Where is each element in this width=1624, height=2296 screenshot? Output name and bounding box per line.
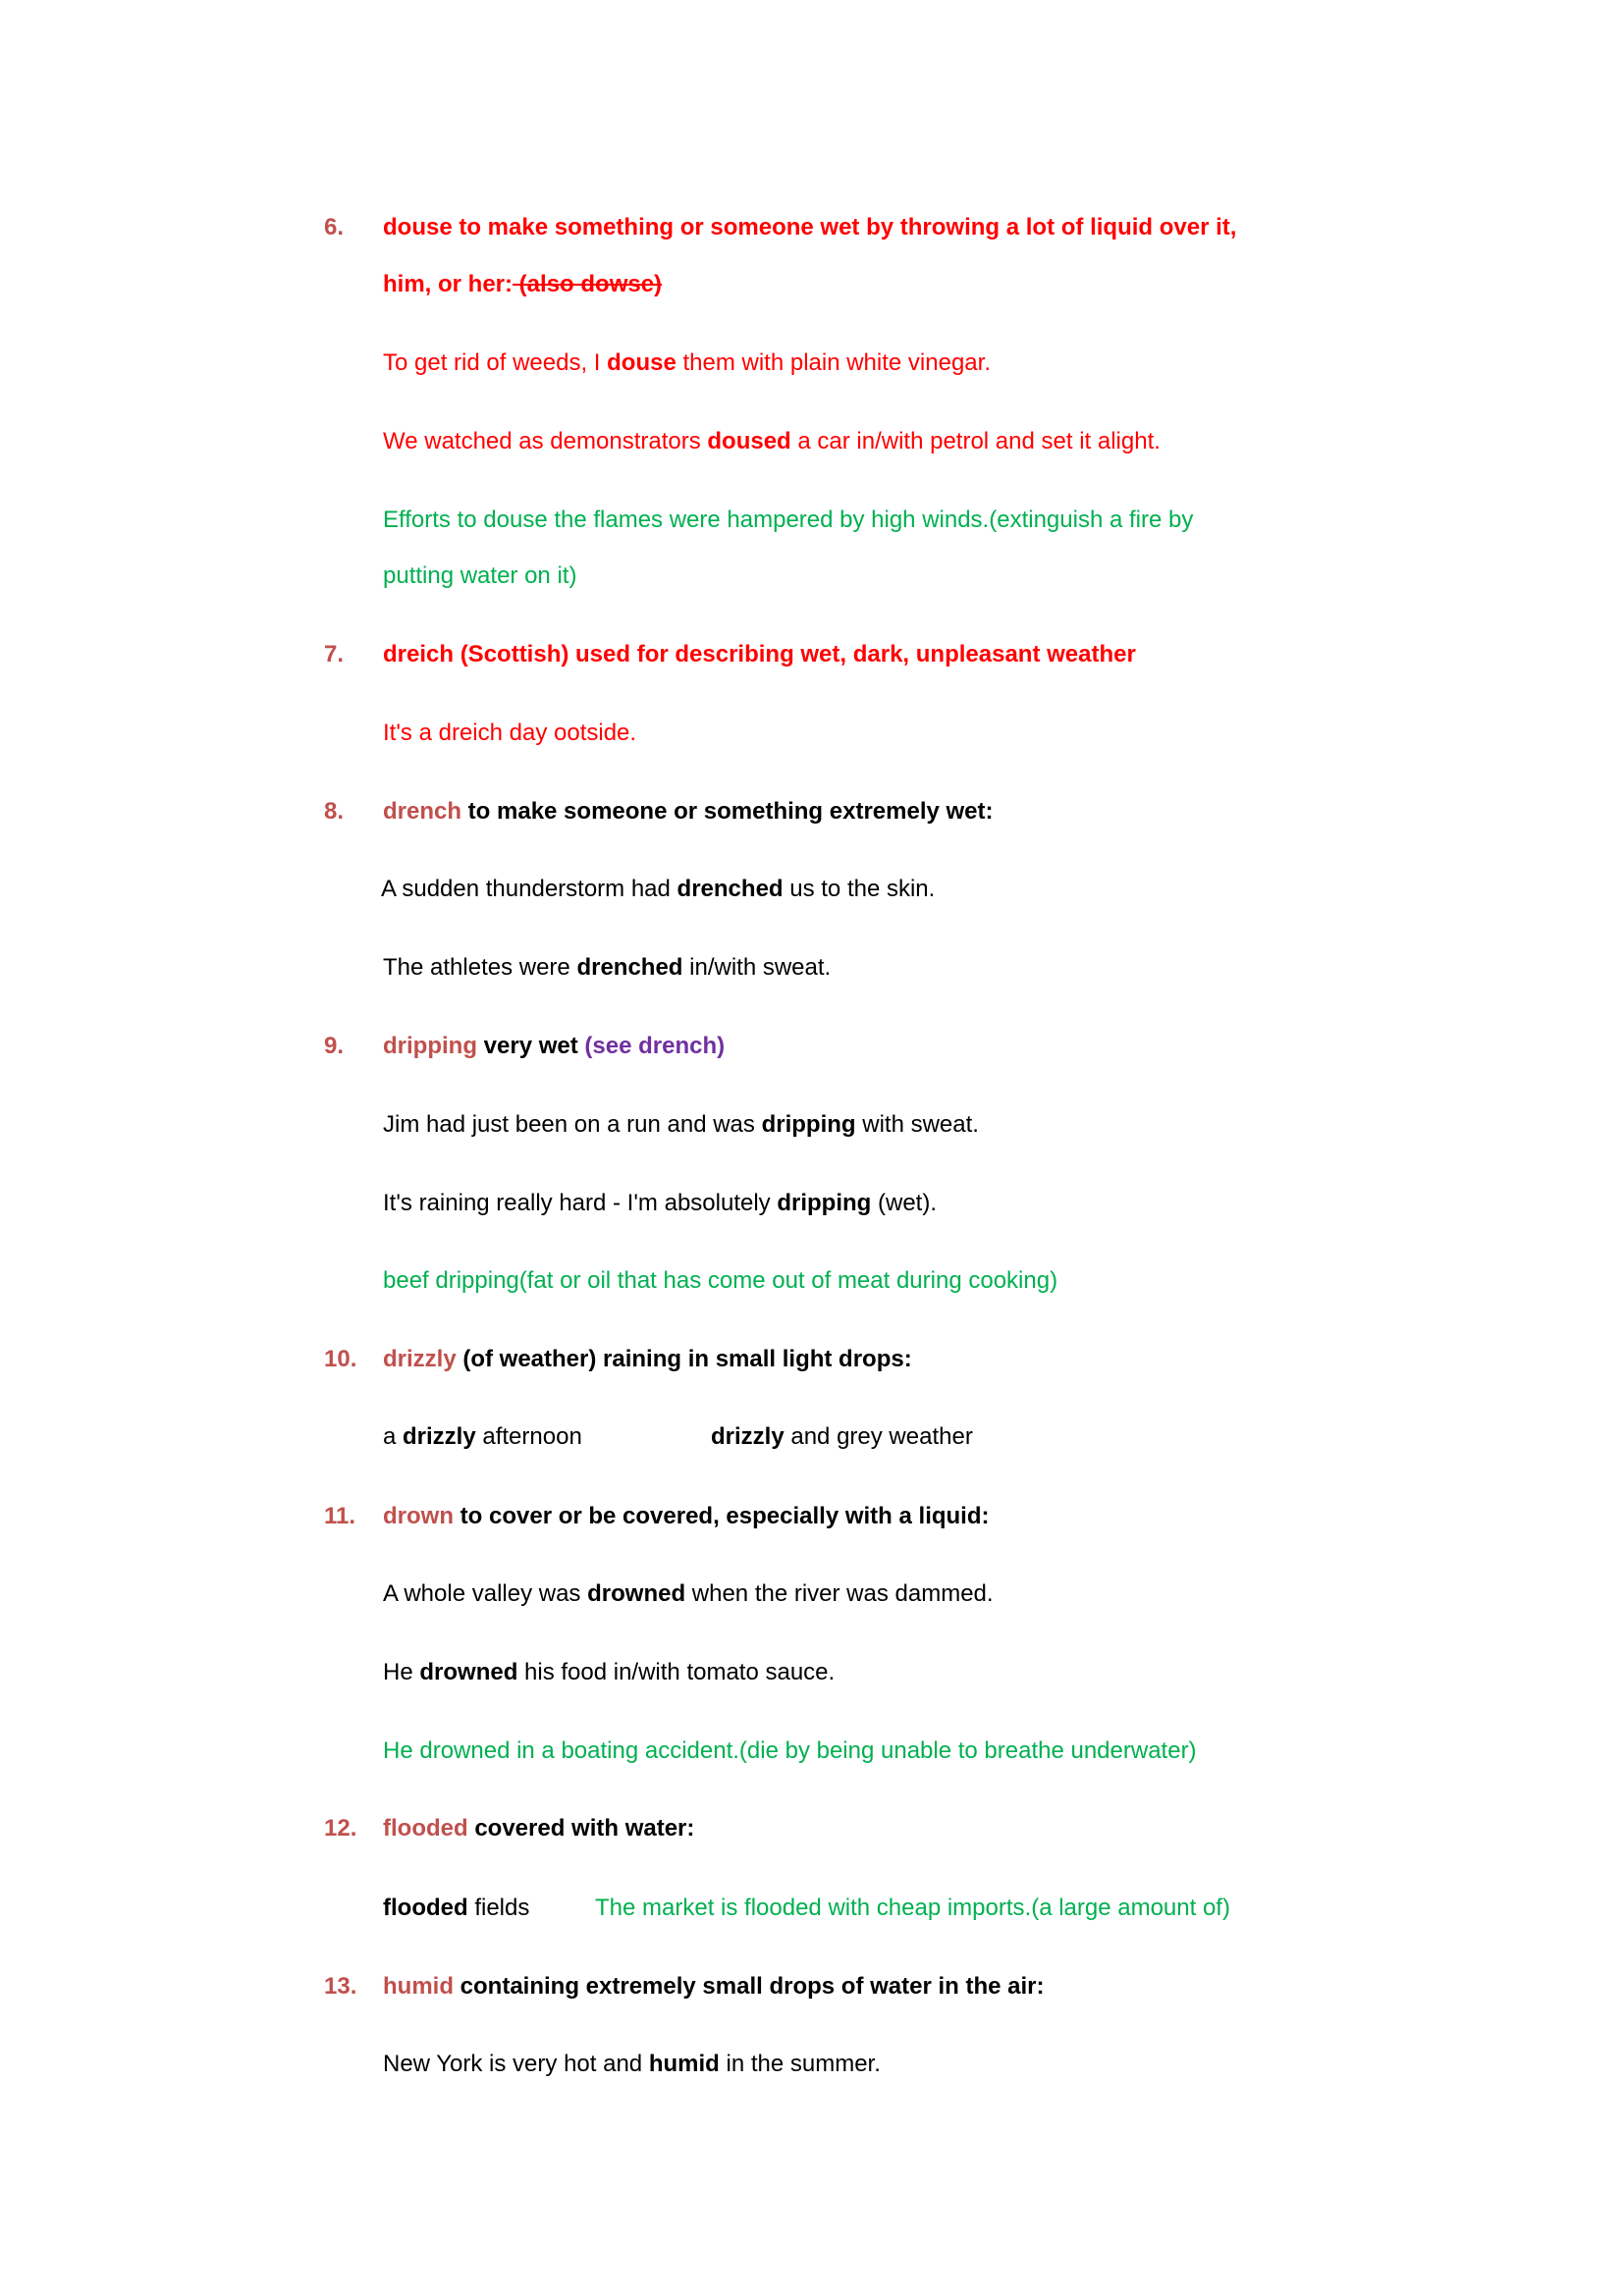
- bold-text: to cover or be covered, especially with a liquid:: [454, 1503, 990, 1529]
- bold-text: containing extremely small drops of water in the air:: [454, 1973, 1045, 2000]
- example-line: [383, 1422, 973, 1452]
- entry-number: 13.: [324, 1973, 357, 2000]
- entry-number: 12.: [324, 1815, 357, 1842]
- text-segment: in the summer.: [719, 2051, 881, 2077]
- text-segment: fields: [467, 1895, 530, 1921]
- bold-text: drenched: [677, 876, 784, 902]
- text-segment: To get rid of weeds, I: [383, 349, 608, 376]
- struck-text: (also dowse): [513, 271, 663, 297]
- entry-number: 9.: [324, 1033, 345, 1059]
- example-line: [383, 953, 831, 983]
- bold-text: drown: [383, 1503, 454, 1529]
- bold-text: drowned: [419, 1659, 518, 1685]
- entry-headline: [383, 640, 1136, 669]
- bold-text: dripping: [383, 1033, 477, 1059]
- example-line: [383, 1266, 1057, 1296]
- example-line: [383, 348, 991, 378]
- example-line: [383, 1658, 835, 1687]
- bold-text: drizzly: [383, 1346, 457, 1372]
- bold-text: humid: [648, 2051, 720, 2077]
- example-line: [383, 561, 576, 591]
- example-line: [383, 1894, 1230, 1923]
- bold-text: (see drench): [584, 1033, 726, 1059]
- bold-text: flooded: [383, 1895, 468, 1921]
- entry-headline: [383, 213, 1236, 242]
- bold-text: dripping: [777, 1190, 872, 1216]
- example-phrase: [595, 1894, 1230, 1923]
- text-segment: It's raining really hard - I'm absolutely: [383, 1190, 778, 1216]
- text-segment: a car in/with petrol and set it alight.: [790, 428, 1161, 454]
- example-line: [383, 1189, 937, 1218]
- text-segment: with sweat.: [855, 1111, 979, 1138]
- example-line: [383, 1579, 994, 1609]
- example-line: [383, 506, 1193, 535]
- bold-text: doused: [707, 428, 791, 454]
- example-line: [383, 270, 662, 299]
- text-segment: beef dripping(fat or oil that has come out of meat during cooking): [383, 1267, 1058, 1294]
- bold-text: douse: [607, 349, 677, 376]
- text-segment: a: [383, 1423, 404, 1450]
- text-segment: Jim had just been on a run and was: [383, 1111, 762, 1138]
- text-segment: in/with sweat.: [682, 954, 832, 981]
- bold-text: to make someone or something extremely wet:: [461, 798, 994, 825]
- example-line: [383, 719, 636, 748]
- bold-text: very wet: [476, 1033, 585, 1059]
- text-segment: (wet).: [871, 1190, 937, 1216]
- entry-number: 10.: [324, 1346, 357, 1372]
- bold-text: drench: [383, 798, 462, 825]
- text-segment: The athletes were: [383, 954, 577, 981]
- bold-text: drowned: [587, 1580, 686, 1607]
- bold-text: dripping: [761, 1111, 856, 1138]
- bold-text: drizzly: [711, 1423, 785, 1450]
- text-segment: afternoon: [475, 1423, 582, 1450]
- text-segment: He drowned in a boating accident.(die by being unable to breathe underwater): [383, 1737, 1197, 1764]
- entry-number: 8.: [324, 798, 345, 825]
- text-segment: and grey weather: [784, 1423, 973, 1450]
- example-line: [381, 875, 935, 904]
- entry-number: 11.: [324, 1503, 356, 1529]
- text-segment: putting water on it): [383, 562, 577, 589]
- bold-text: douse to make something or someone wet by throwing a lot of liquid over it,: [383, 214, 1237, 240]
- example-line: [383, 427, 1161, 456]
- text-segment: A sudden thunderstorm had: [381, 876, 677, 902]
- entry-headline: [383, 1502, 990, 1531]
- text-segment: them with plain white vinegar.: [676, 349, 991, 376]
- bold-text: drizzly: [403, 1423, 476, 1450]
- bold-text: humid: [383, 1973, 454, 2000]
- text-segment: A whole valley was: [383, 1580, 588, 1607]
- text-segment: The market is flooded with cheap imports.(a large amount of): [595, 1895, 1230, 1921]
- text-segment: New York is very hot and: [383, 2051, 649, 2077]
- example-phrase: [711, 1422, 973, 1452]
- entry-headline: [383, 797, 994, 827]
- text-segment: when the river was dammed.: [685, 1580, 994, 1607]
- entry-headline: [383, 1814, 694, 1843]
- bold-text: flooded: [383, 1815, 468, 1842]
- bold-text: covered with water:: [467, 1815, 695, 1842]
- entry-number: 6.: [324, 214, 345, 240]
- text-segment: We watched as demonstrators: [383, 428, 708, 454]
- bold-text: him, or her:: [383, 271, 514, 297]
- entry-number: 7.: [324, 641, 345, 667]
- entry-headline: [383, 1032, 725, 1061]
- example-line: [383, 1110, 979, 1140]
- example-line: [383, 2050, 881, 2079]
- text-segment: He: [383, 1659, 420, 1685]
- text-segment: Efforts to douse the flames were hampered by high winds.(extinguish a fire by: [383, 507, 1194, 533]
- text-segment: his food in/with tomato sauce.: [517, 1659, 836, 1685]
- text-segment: us to the skin.: [783, 876, 936, 902]
- bold-text: drenched: [576, 954, 683, 981]
- bold-text: (of weather) raining in small light drops:: [456, 1346, 912, 1372]
- text-segment: It's a dreich day ootside.: [383, 720, 637, 746]
- bold-text: dreich (Scottish) used for describing wet, dark, unpleasant weather: [383, 641, 1136, 667]
- entry-headline: [383, 1345, 912, 1374]
- example-line: [383, 1736, 1197, 1766]
- entry-headline: [383, 1972, 1044, 2002]
